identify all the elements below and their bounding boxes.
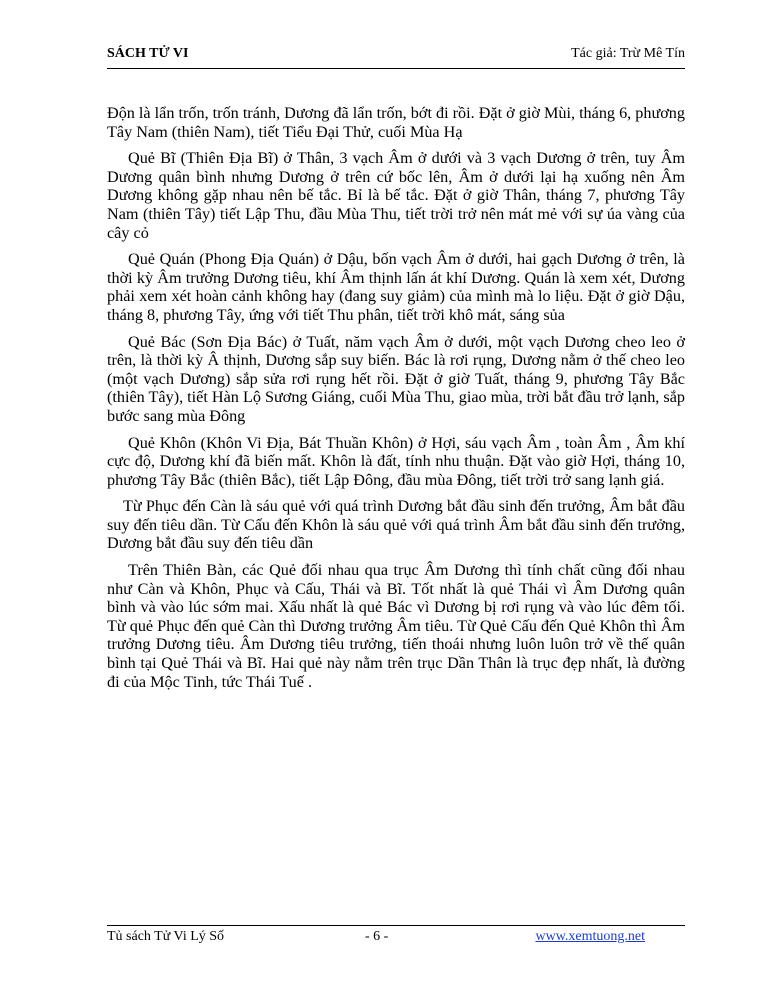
paragraph-4: Quẻ Bác (Sơn Địa Bác) ở Tuất, năm vạch Âm ở dưới, một vạch Dương cheo leo ở trên, là thời kỳ Â thịnh, Dương sắp suy biến. Bác là rơi rụng, Dương nằm ở thế cheo leo (một vạch Dương) sắp sửa rơi rụng hết rồi. Đặt ở giờ Tuất, tháng 9, phương Tây Bắc (thiên Tây), tiết Hàn Lộ Sương Giáng, cuối Mùa Thu, giao mùa, trời bắt đầu trở lạnh, sắp bước sang mùa Đông — [107, 332, 685, 425]
paragraph-5: Quẻ Khôn (Khôn Vi Địa, Bát Thuần Khôn) ở Hợi, sáu vạch Âm , toàn Âm , Âm khí cực độ, Dương khí đã biến mất. Khôn là đất, tính nhu thuận. Đặt vào giờ Hợi, tháng 10, phương Tây Bắc (thiên Bắc), tiết Lập Đông, đầu mùa Đông, tiết trời trở sang lạnh giá. — [107, 433, 685, 489]
paragraph-2: Quẻ Bĩ (Thiên Địa Bĩ) ở Thân, 3 vạch Âm ở dưới và 3 vạch Dương ở trên, tuy Âm Dương quân bình nhưng Dương ở trên cứ bốc lên, Âm ở dưới lại hạ xuống nên Âm Dương không gặp nhau nên bế tắc. Bỉ là bế tắc. Đặt ở giờ Thân, tháng 7, phương Tây Nam (thiên Tây) tiết Lập Thu, đầu Mùa Thu, tiết trời trở nên mát mẻ với sự úa vàng của cây cỏ — [107, 149, 685, 242]
series-label: Tủ sách Tử Vi Lý Số — [107, 929, 225, 944]
paragraph-3: Quẻ Quán (Phong Địa Quán) ở Dậu, bốn vạch Âm ở dưới, hai gạch Dương ở trên, là thời kỳ Âm trưởng Dương tiêu, khí Âm thịnh lấn át khí Dương. Quán là xem xét, Dương phải xem xét hoàn cảnh không hay (đang suy giảm) của mình mà lo liệu. Đặt ở giờ Dậu, tháng 8, phương Tây, ứng với tiết Thu phân, tiết trời khô mát, sáng sủa — [107, 250, 685, 324]
page-number: - 6 - — [365, 929, 389, 944]
author-label: Tác giả: Trừ Mê Tín — [571, 46, 685, 61]
page-body — [107, 104, 685, 699]
paragraph-6: Từ Phục đến Càn là sáu quẻ với quá trình Dương bắt đầu sinh đến trưởng, Âm bắt đầu suy đến tiêu dần. Từ Cấu đến Khôn là sáu quẻ với quá trình Âm bắt đầu sinh đến trưởng, Dương bắt đầu suy đến tiêu dần — [107, 497, 685, 553]
paragraph-1: Độn là lẩn trốn, trốn tránh, Dương đã lẩn trốn, bớt đi rồi. Đặt ở giờ Mùi, tháng 6, phương Tây Nam (thiên Nam), tiết Tiểu Đại Thử, cuối Mùa Hạ — [107, 104, 685, 141]
paragraph-7: Trên Thiên Bàn, các Quẻ đối nhau qua trục Âm Dương thì tính chất cũng đối nhau như Càn và Khôn, Phục và Cấu, Thái và Bĩ. Tốt nhất là quẻ Thái vì Âm Dương quân bình và vào lúc sớm mai. Xấu nhất là quẻ Bác vì Dương bị rơi rụng và vào lúc đêm tối. Từ quẻ Phục đến quẻ Càn thì Dương trưởng Âm tiêu. Từ Quẻ Cấu đến Quẻ Khôn thì Âm trưởng Dương tiêu. Âm Dương tiêu trưởng, tiến thoái nhưng luôn luôn trở về thế quân bình tại Quẻ Thái và Bĩ. Hai quẻ này nằm trên trục Dần Thân là trục đẹp nhất, là đường đi của Mộc Tinh, tức Thái Tuế . — [107, 561, 685, 691]
page-header — [107, 46, 685, 69]
website-link[interactable]: www.xemtuong.net — [535, 929, 645, 944]
book-title: SÁCH TỬ VI — [107, 46, 189, 61]
page-footer — [107, 925, 685, 948]
